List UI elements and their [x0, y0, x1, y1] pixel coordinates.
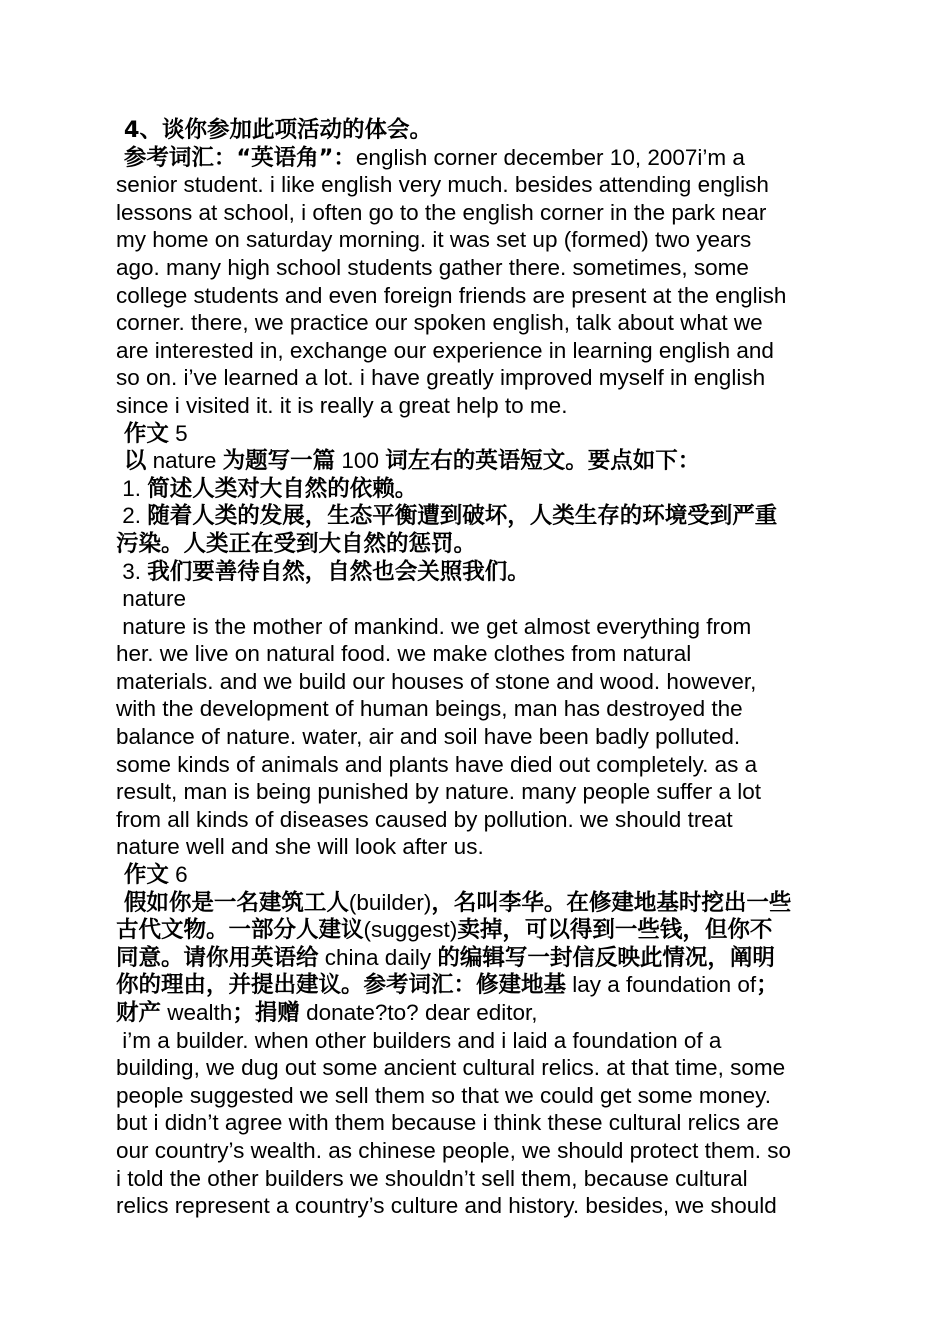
text-segment: senior student. i like english very much. besides attending english: [116, 172, 769, 198]
bold-text-segment: 的编辑写一封信反映此情况，阐明: [437, 944, 775, 971]
text-segment: (suggest): [363, 917, 458, 943]
text-line: [116, 944, 844, 972]
bold-text-segment: 以: [116, 448, 147, 475]
text-segment: result, man is being punished by nature. many people suffer a lot: [116, 779, 761, 805]
bold-text-segment: 财产: [116, 1000, 162, 1026]
text-line: [116, 254, 844, 282]
bold-text-segment: 卖掉，可以得到一些钱，但你不: [457, 917, 773, 944]
text-segment: 6: [168, 862, 188, 888]
document-page: [116, 116, 844, 1220]
text-line: [116, 199, 844, 227]
text-segment: lessons at school, i often go to the english corner in the park near: [116, 199, 767, 225]
bold-text-segment: 4、谈你参加此项活动的体会。: [116, 117, 432, 143]
text-segment: nature is the mother of mankind. we get almost everything from: [116, 613, 752, 639]
text-line: [116, 144, 844, 172]
bold-text-segment: 作文: [116, 862, 169, 889]
text-segment: materials. and we build our houses of stone and wood. however,: [116, 668, 757, 694]
text-segment: but i didn’t agree with them because i think these cultural relics are: [116, 1110, 779, 1136]
text-segment: my home on saturday morning. it was set up (formed) two years: [116, 227, 752, 253]
text-line: [116, 282, 844, 310]
text-line: [116, 613, 844, 641]
text-segment: lay a foundation of: [566, 972, 757, 998]
text-segment: ago. many high school students gather there. sometimes, some: [116, 254, 749, 280]
text-segment: 5: [168, 420, 188, 446]
bold-text-segment: 为题写一篇: [222, 448, 336, 475]
text-segment: with the development of human beings, man has destroyed the: [116, 696, 743, 722]
text-segment: since i visited it. it is really a great help to me.: [116, 392, 568, 418]
text-line: [116, 558, 844, 586]
text-line: [116, 1165, 844, 1193]
text-line: [116, 861, 844, 889]
text-segment: nature: [116, 586, 187, 612]
text-segment: some kinds of animals and plants have died out completely. as a: [116, 751, 758, 777]
text-line: [116, 171, 844, 199]
text-line: [116, 806, 844, 834]
bold-text-segment: 我们要善待自然，自然也会关照我们。: [147, 558, 530, 585]
text-line: [116, 751, 844, 779]
bold-text-segment: 简述人类对大自然的依赖。: [147, 475, 418, 502]
text-line: [116, 778, 844, 806]
text-line: [116, 695, 844, 723]
bold-text-segment: 词左右的英语短文。要点如下：: [385, 448, 701, 475]
text-segment: nature well and she will look after us.: [116, 834, 484, 860]
text-segment: donate?to? dear editor,: [299, 1000, 538, 1025]
text-line: [116, 1082, 844, 1110]
text-line: [116, 971, 844, 999]
text-line: [116, 668, 844, 696]
text-line: [116, 226, 844, 254]
text-line: [116, 530, 844, 558]
text-line: [116, 833, 844, 861]
bold-text-segment: ；捐赠: [232, 1000, 300, 1026]
bold-text-segment: 污染。人类正在受到大自然的惩罚。: [116, 530, 477, 557]
text-segment: i’m a builder. when other builders and i laid a foundation of a: [116, 1027, 722, 1053]
text-segment: 3.: [116, 558, 148, 584]
text-line: [116, 309, 844, 337]
text-segment: from all kinds of diseases caused by pollution. we should treat: [116, 806, 733, 832]
text-line: [116, 999, 844, 1027]
text-segment: (builder): [348, 889, 432, 915]
text-segment: building, we dug out some ancient cultural relics. at that time, some: [116, 1055, 786, 1081]
text-line: [116, 889, 844, 917]
text-segment: college students and even foreign friends are present at the english: [116, 282, 787, 308]
text-line: [116, 1109, 844, 1137]
text-line: [116, 640, 844, 668]
text-line: [116, 392, 844, 420]
bold-text-segment: 古代文物。一部分人建议: [116, 917, 364, 944]
text-line: [116, 475, 844, 503]
text-line: [116, 420, 844, 448]
bold-text-segment: ，名叫李华。在修建地基时挖出一些: [431, 889, 792, 916]
text-segment: her. we live on natural food. we make clothes from natural: [116, 641, 692, 667]
text-segment: corner. there, we practice our spoken english, talk about what we: [116, 310, 763, 336]
text-line: [116, 916, 844, 944]
bold-text-segment: 你的理由，并提出建议。参考词汇：修建地基: [116, 972, 567, 999]
text-segment: 2.: [116, 503, 148, 529]
text-line: [116, 1027, 844, 1055]
text-segment: wealth: [161, 1000, 233, 1025]
text-segment: 1.: [116, 475, 148, 501]
text-line: [116, 1137, 844, 1165]
text-segment: relics represent a country’s culture and history. besides, we should: [116, 1193, 777, 1219]
text-segment: nature: [146, 448, 223, 474]
text-line: [116, 337, 844, 365]
text-segment: are interested in, exchange our experience in learning english and: [116, 337, 774, 363]
text-segment: our country’s wealth. as chinese people, we should protect them. so: [116, 1137, 791, 1163]
text-line: [116, 1054, 844, 1082]
text-line: [116, 447, 844, 475]
text-line: [116, 502, 844, 530]
text-segment: balance of nature. water, air and soil have been badly polluted.: [116, 724, 741, 750]
text-line: [116, 364, 844, 392]
text-segment: i told the other builders we shouldn’t sell them, because cultural: [116, 1165, 748, 1191]
bold-text-segment: 同意。请你用英语给: [116, 944, 319, 971]
bold-text-segment: 作文: [116, 420, 169, 447]
text-segment: so on. i’ve learned a lot. i have greatly improved myself in english: [116, 365, 766, 391]
bold-text-segment: 假如你是一名建筑工人: [116, 889, 349, 916]
text-segment: english corner december 10, 2007i’m a: [355, 144, 745, 170]
text-segment: china daily: [318, 944, 438, 970]
bold-text-segment: ；: [756, 972, 779, 999]
text-line: [116, 585, 844, 613]
text-line: [116, 723, 844, 751]
text-segment: 100: [335, 448, 386, 474]
text-segment: people suggested we sell them so that we could get some money.: [116, 1082, 771, 1108]
bold-text-segment: 随着人类的发展，生态平衡遭到破坏，人类生存的环境受到严重: [147, 503, 778, 530]
text-line: [116, 116, 844, 144]
bold-text-segment: 参考词汇：“英语角”：: [116, 144, 356, 171]
text-line: [116, 1192, 844, 1220]
